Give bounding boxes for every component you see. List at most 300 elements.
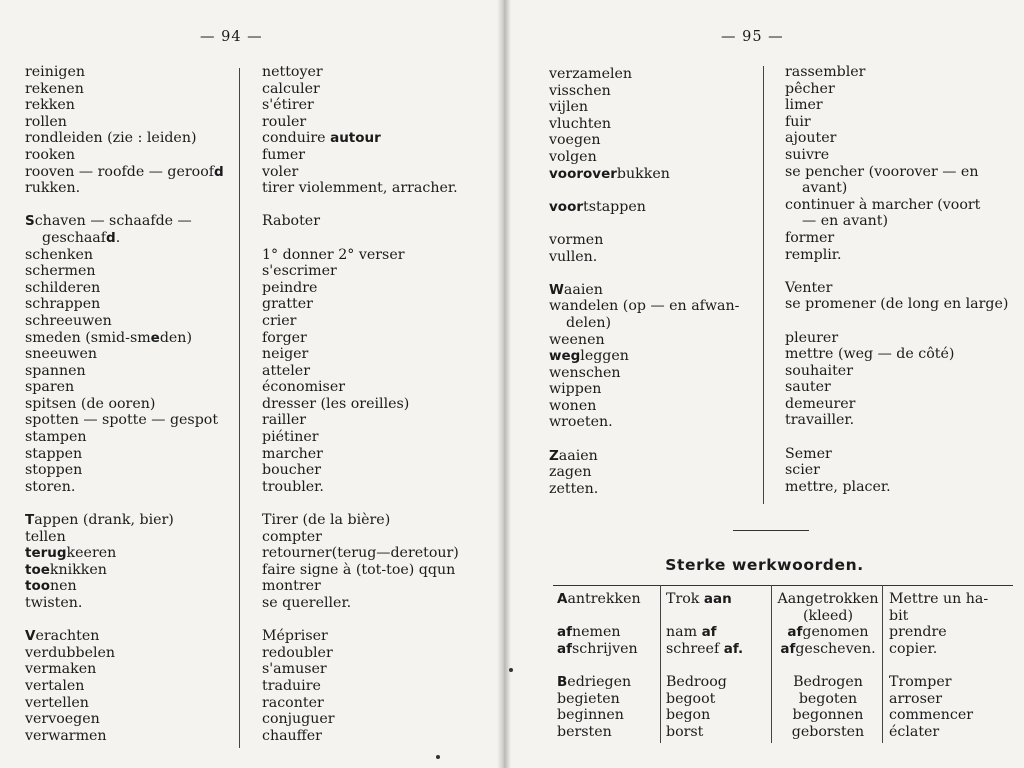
entry-text: copier. xyxy=(889,640,938,657)
bold-marker: af xyxy=(780,640,796,657)
blank-line xyxy=(549,265,759,282)
entry-text: conduire xyxy=(262,130,331,147)
entry-text: 1° donner 2° verser xyxy=(262,246,405,263)
table-top-rule xyxy=(553,585,1013,586)
blank-line xyxy=(549,182,759,199)
french-translation-column xyxy=(262,64,497,744)
entry-line xyxy=(262,313,497,330)
blank-line xyxy=(25,612,237,629)
entry-line xyxy=(785,213,1015,230)
entry-text: dresser (les oreilles) xyxy=(262,395,410,412)
entry-line xyxy=(776,608,880,625)
entry-line xyxy=(549,66,759,83)
entry-line xyxy=(889,641,1019,658)
entry-line xyxy=(549,365,759,382)
entry-line xyxy=(262,711,497,728)
entry-text: s'escrimer xyxy=(262,263,337,280)
entry-line xyxy=(785,147,1015,164)
entry-text: sauter xyxy=(785,379,831,396)
blank-line xyxy=(262,612,497,629)
entry-text: rollen xyxy=(25,113,67,130)
entry-line xyxy=(25,645,237,662)
entry-text: smeden (smid-sm xyxy=(25,329,151,346)
entry-line xyxy=(25,230,237,247)
entry-text: eeren xyxy=(75,545,117,562)
entry-text: vermaken xyxy=(25,661,97,678)
entry-text: nam xyxy=(666,624,702,641)
entry-line xyxy=(776,624,880,641)
entry-text: erachten xyxy=(35,628,100,645)
entry-line xyxy=(889,707,1019,724)
entry-text: prendre xyxy=(889,624,947,641)
entry-line xyxy=(549,348,759,365)
entry-line xyxy=(785,462,1015,479)
entry-text: vormen xyxy=(549,231,604,248)
entry-text: marcher xyxy=(262,445,323,462)
entry-text: s'étirer xyxy=(262,97,314,114)
blank-line xyxy=(557,657,657,674)
entry-line xyxy=(549,116,759,133)
bold-marker: Z xyxy=(549,447,559,464)
entry-text: vullen. xyxy=(549,248,598,265)
entry-line xyxy=(262,147,497,164)
entry-text: se pencher (voorover — en xyxy=(785,163,979,180)
entry-line xyxy=(25,562,237,579)
bold-marker: aan xyxy=(703,591,732,607)
entry-text: peindre xyxy=(262,279,318,296)
entry-text: demeurer xyxy=(785,395,856,412)
entry-text: schreeuwen xyxy=(25,312,112,329)
entry-line xyxy=(262,97,497,114)
entry-line xyxy=(776,591,880,608)
entry-text: boucher xyxy=(262,462,322,479)
bold-marker: d xyxy=(106,229,116,246)
blank-line xyxy=(262,197,497,214)
entry-text: arroser xyxy=(889,690,943,707)
entry-line xyxy=(262,578,497,595)
section-heading: Sterke werkwoorden. xyxy=(665,556,864,574)
entry-line xyxy=(785,64,1015,81)
entry-text: piétiner xyxy=(262,429,319,446)
entry-line xyxy=(666,724,768,741)
entry-line xyxy=(785,396,1015,413)
entry-line xyxy=(25,695,237,712)
entry-text: se quereller. xyxy=(262,595,352,611)
entry-text: rassembler xyxy=(785,64,866,80)
entry-line xyxy=(25,462,237,479)
blank-line xyxy=(776,657,880,674)
entry-line xyxy=(666,591,768,608)
entry-text: fumer xyxy=(262,146,306,163)
blank-line xyxy=(889,657,1019,674)
entry-text: begon xyxy=(666,707,711,724)
entry-text: former xyxy=(785,229,835,246)
entry-text: spotten — spotte — gespot xyxy=(25,412,219,429)
entry-text: stampen xyxy=(25,429,87,446)
entry-line xyxy=(557,624,657,641)
entry-line xyxy=(549,481,759,498)
entry-text: éclater xyxy=(889,723,940,740)
entry-text: gratter xyxy=(262,296,313,313)
entry-line xyxy=(262,462,497,479)
entry-text: . xyxy=(115,229,121,246)
entry-line xyxy=(549,249,759,266)
entry-text: vijlen xyxy=(549,99,589,116)
paper-speck xyxy=(509,668,513,672)
entry-text: delen) xyxy=(566,314,612,331)
entry-text: schreef xyxy=(666,640,724,657)
entry-line xyxy=(785,164,1015,181)
entry-line xyxy=(262,114,497,131)
entry-text: bukken xyxy=(616,165,670,182)
entry-text: Mépriser xyxy=(262,628,328,645)
entry-line xyxy=(262,330,497,347)
entry-text: verdubbelen xyxy=(25,644,116,661)
entry-text: genomen xyxy=(802,624,869,641)
entry-text: schilderen xyxy=(25,279,101,296)
bold-marker: d xyxy=(214,163,224,180)
entry-line xyxy=(25,164,237,181)
entry-text: zetten. xyxy=(549,480,599,497)
entry-text: vertellen xyxy=(25,694,89,711)
entry-line xyxy=(785,479,1015,496)
entry-line xyxy=(549,149,759,166)
entry-text: limer xyxy=(785,97,823,114)
entry-line xyxy=(262,280,497,297)
strong-verb-past-column xyxy=(666,591,768,740)
entry-text: nettoyer xyxy=(262,64,323,80)
entry-line xyxy=(262,296,497,313)
entry-text: tellen xyxy=(25,528,66,545)
entry-line xyxy=(25,728,237,745)
entry-text: rekken xyxy=(25,97,75,114)
bold-marker: A xyxy=(557,591,568,607)
entry-line xyxy=(557,724,657,741)
entry-text: nemen xyxy=(571,624,621,641)
entry-text: gescheven. xyxy=(795,640,876,657)
entry-line xyxy=(262,595,497,612)
entry-line xyxy=(25,130,237,147)
bold-marker: B xyxy=(557,673,568,690)
entry-line xyxy=(785,379,1015,396)
entry-text: rooven — roofde — geroof xyxy=(25,163,215,180)
entry-text: stoppen xyxy=(25,462,83,479)
entry-text: wonen xyxy=(549,397,597,414)
entry-text: Aangetrokken xyxy=(777,591,879,607)
entry-text: aaien xyxy=(563,281,603,298)
entry-line xyxy=(25,396,237,413)
entry-line xyxy=(262,645,497,662)
entry-text: Venter xyxy=(785,279,833,296)
blank-line xyxy=(666,657,768,674)
entry-text: vluchten xyxy=(549,115,612,132)
entry-line xyxy=(776,724,880,741)
entry-line xyxy=(25,379,237,396)
bold-marker: af. xyxy=(723,640,744,657)
bold-marker: W xyxy=(549,281,564,298)
entry-text: twisten. xyxy=(25,595,83,611)
entry-text: traduire xyxy=(262,677,321,694)
entry-text: remplir. xyxy=(785,246,842,263)
bold-marker: T xyxy=(25,512,35,529)
entry-text: Bedrogen xyxy=(793,673,863,690)
entry-line xyxy=(262,429,497,446)
entry-text: avant) xyxy=(802,180,848,197)
entry-line xyxy=(262,263,497,280)
entry-text: rekenen xyxy=(25,80,84,97)
entry-text: geborsten xyxy=(791,723,865,740)
entry-line xyxy=(889,624,1019,641)
entry-line xyxy=(25,330,237,347)
right-page xyxy=(505,0,1024,768)
entry-text: appen (drank, bier) xyxy=(34,512,174,529)
entry-text: storen. xyxy=(25,478,76,495)
entry-text: Semer xyxy=(785,445,832,462)
entry-text: vervoegen xyxy=(25,711,100,728)
entry-line xyxy=(889,691,1019,708)
entry-line xyxy=(549,381,759,398)
column-divider xyxy=(239,68,240,748)
entry-text: mettre (weg — de côté) xyxy=(785,346,955,363)
entry-line xyxy=(262,81,497,98)
entry-text: rooken xyxy=(25,146,75,163)
page-number: — 95 — xyxy=(721,29,784,45)
entry-line xyxy=(549,332,759,349)
entry-text: railler xyxy=(262,412,307,429)
entry-line xyxy=(785,296,1015,313)
entry-line xyxy=(666,707,768,724)
entry-text: begieten xyxy=(557,690,620,707)
entry-text: bit xyxy=(889,607,909,624)
entry-text: beginnen xyxy=(557,707,624,724)
entry-text: Tromper xyxy=(889,673,952,690)
entry-line xyxy=(549,282,759,299)
entry-line xyxy=(785,114,1015,131)
bold-marker: voorover xyxy=(549,165,617,182)
entry-text: voler xyxy=(262,163,299,180)
entry-line xyxy=(557,641,657,658)
entry-line xyxy=(776,641,880,658)
entry-line xyxy=(25,661,237,678)
entry-text: wenschen xyxy=(549,364,621,381)
entry-text: schrappen xyxy=(25,296,101,313)
entry-text: sparen xyxy=(25,379,75,396)
entry-line xyxy=(785,280,1015,297)
entry-line xyxy=(557,591,657,608)
entry-text: rouler xyxy=(262,113,307,130)
entry-line xyxy=(776,674,880,691)
entry-line xyxy=(549,315,759,332)
entry-text: schermen xyxy=(25,263,96,280)
entry-line xyxy=(262,247,497,264)
entry-line xyxy=(262,446,497,463)
entry-line xyxy=(25,114,237,131)
entry-line xyxy=(785,197,1015,214)
entry-text: stappen xyxy=(25,445,83,462)
entry-text: mettre, placer. xyxy=(785,478,891,495)
bold-marker: af xyxy=(787,624,803,641)
entry-line xyxy=(262,562,497,579)
blank-line xyxy=(262,495,497,512)
entry-line xyxy=(25,678,237,695)
entry-line xyxy=(666,641,768,658)
entry-text: travailler. xyxy=(785,412,855,429)
entry-line xyxy=(262,180,497,197)
entry-line xyxy=(262,678,497,695)
left-page xyxy=(0,0,505,768)
entry-line xyxy=(262,130,497,147)
entry-line xyxy=(25,711,237,728)
entry-text: voegen xyxy=(549,132,601,149)
entry-line xyxy=(25,529,237,546)
entry-text: pleurer xyxy=(785,329,839,346)
entry-line xyxy=(785,412,1015,429)
entry-line xyxy=(666,674,768,691)
strong-verb-participle-column xyxy=(776,591,880,740)
entry-text: calculer xyxy=(262,80,320,97)
entry-text: continuer à marcher (voort xyxy=(785,196,981,213)
entry-line xyxy=(262,479,497,496)
entry-line xyxy=(785,363,1015,380)
entry-text: reinigen xyxy=(25,64,86,80)
entry-line xyxy=(25,180,237,197)
entry-line xyxy=(262,396,497,413)
entry-text: tirer violemment, arracher. xyxy=(262,180,458,197)
entry-line xyxy=(25,64,237,81)
entry-line xyxy=(25,247,237,264)
entry-line xyxy=(262,213,497,230)
blank-line xyxy=(666,608,768,625)
entry-text: s'amuser xyxy=(262,661,327,678)
french-translation-column xyxy=(785,64,1015,495)
entry-text: raconter xyxy=(262,694,324,711)
entry-text: schenken xyxy=(25,246,94,263)
entry-text: weenen xyxy=(549,331,605,348)
entry-line xyxy=(25,213,237,230)
entry-text: faire signe à (tot-toe) qqun xyxy=(262,561,456,578)
entry-text: forger xyxy=(262,329,307,346)
entry-text: vertalen xyxy=(25,677,85,694)
entry-line xyxy=(262,379,497,396)
blank-line xyxy=(785,429,1015,446)
entry-line xyxy=(549,298,759,315)
entry-text: conjuguer xyxy=(262,711,335,728)
dutch-verb-column xyxy=(549,66,759,497)
entry-text: montrer xyxy=(262,578,321,595)
entry-line xyxy=(549,199,759,216)
entry-text: commencer xyxy=(889,707,974,724)
bold-marker: too xyxy=(25,578,51,595)
bold-marker: S xyxy=(25,213,35,230)
strong-verb-infinitive-column xyxy=(557,591,657,740)
entry-text: neiger xyxy=(262,346,309,363)
entry-line xyxy=(666,624,768,641)
entry-text: fuir xyxy=(785,113,811,130)
entry-text: Raboter xyxy=(262,213,320,230)
bold-marker: autour xyxy=(330,130,381,147)
entry-line xyxy=(262,412,497,429)
entry-text: tstappen xyxy=(583,198,646,215)
entry-text: compter xyxy=(262,528,322,545)
entry-text: spitsen (de ooren) xyxy=(25,395,156,412)
entry-text: (kleed) xyxy=(802,607,854,624)
entry-line xyxy=(25,363,237,380)
paper-speck xyxy=(436,755,440,759)
entry-text: wroeten. xyxy=(549,414,613,431)
entry-line xyxy=(262,529,497,546)
strong-verb-french-column xyxy=(889,591,1019,740)
entry-line xyxy=(262,346,497,363)
entry-text: k xyxy=(66,545,76,562)
blank-line xyxy=(557,608,657,625)
section-divider xyxy=(733,530,809,531)
entry-text: visschen xyxy=(549,82,611,99)
entry-line xyxy=(25,147,237,164)
entry-line xyxy=(262,628,497,645)
blank-line xyxy=(785,263,1015,280)
entry-text: retourner(terug—deretour) xyxy=(262,545,459,562)
entry-text: verzamelen xyxy=(549,66,633,82)
entry-line xyxy=(25,97,237,114)
blank-line xyxy=(785,313,1015,330)
entry-text: se promener (de long en large) xyxy=(785,296,1009,313)
entry-text: wippen xyxy=(549,381,602,398)
entry-line xyxy=(25,545,237,562)
entry-text: Trok xyxy=(666,591,704,607)
entry-text: Mettre un ha- xyxy=(889,591,989,607)
entry-text: ajouter xyxy=(785,130,837,147)
bold-marker: af xyxy=(557,624,572,641)
entry-text: bersten xyxy=(557,723,612,740)
entry-text: borst xyxy=(666,723,704,740)
entry-line xyxy=(25,412,237,429)
entry-text: begonnen xyxy=(792,707,864,724)
entry-text: volgen xyxy=(549,148,597,165)
entry-text: den) xyxy=(159,329,192,346)
entry-line xyxy=(25,628,237,645)
entry-line xyxy=(549,414,759,431)
entry-line xyxy=(25,296,237,313)
entry-line xyxy=(262,545,497,562)
entry-line xyxy=(889,608,1019,625)
blank-line xyxy=(549,431,759,448)
blank-line xyxy=(25,197,237,214)
entry-text: nen xyxy=(50,578,77,595)
entry-text: — en avant) xyxy=(802,213,889,230)
entry-text: pêcher xyxy=(785,80,835,97)
entry-line xyxy=(557,691,657,708)
entry-text: begoot xyxy=(666,690,716,707)
entry-text: souhaiter xyxy=(785,362,853,379)
entry-text: sneeuwen xyxy=(25,346,98,363)
entry-text: begoten xyxy=(798,690,858,707)
entry-text: Tirer (de la bière) xyxy=(262,512,391,529)
entry-line xyxy=(262,164,497,181)
page-number: — 94 — xyxy=(200,29,263,45)
bold-marker: af xyxy=(557,640,572,657)
entry-line xyxy=(25,429,237,446)
entry-line xyxy=(25,346,237,363)
entry-line xyxy=(549,99,759,116)
entry-line xyxy=(549,132,759,149)
blank-line xyxy=(549,215,759,232)
entry-line xyxy=(25,512,237,529)
entry-text: atteler xyxy=(262,362,310,379)
entry-line xyxy=(262,363,497,380)
column-divider xyxy=(763,66,764,504)
entry-line xyxy=(25,263,237,280)
entry-text: rukken. xyxy=(25,180,81,197)
